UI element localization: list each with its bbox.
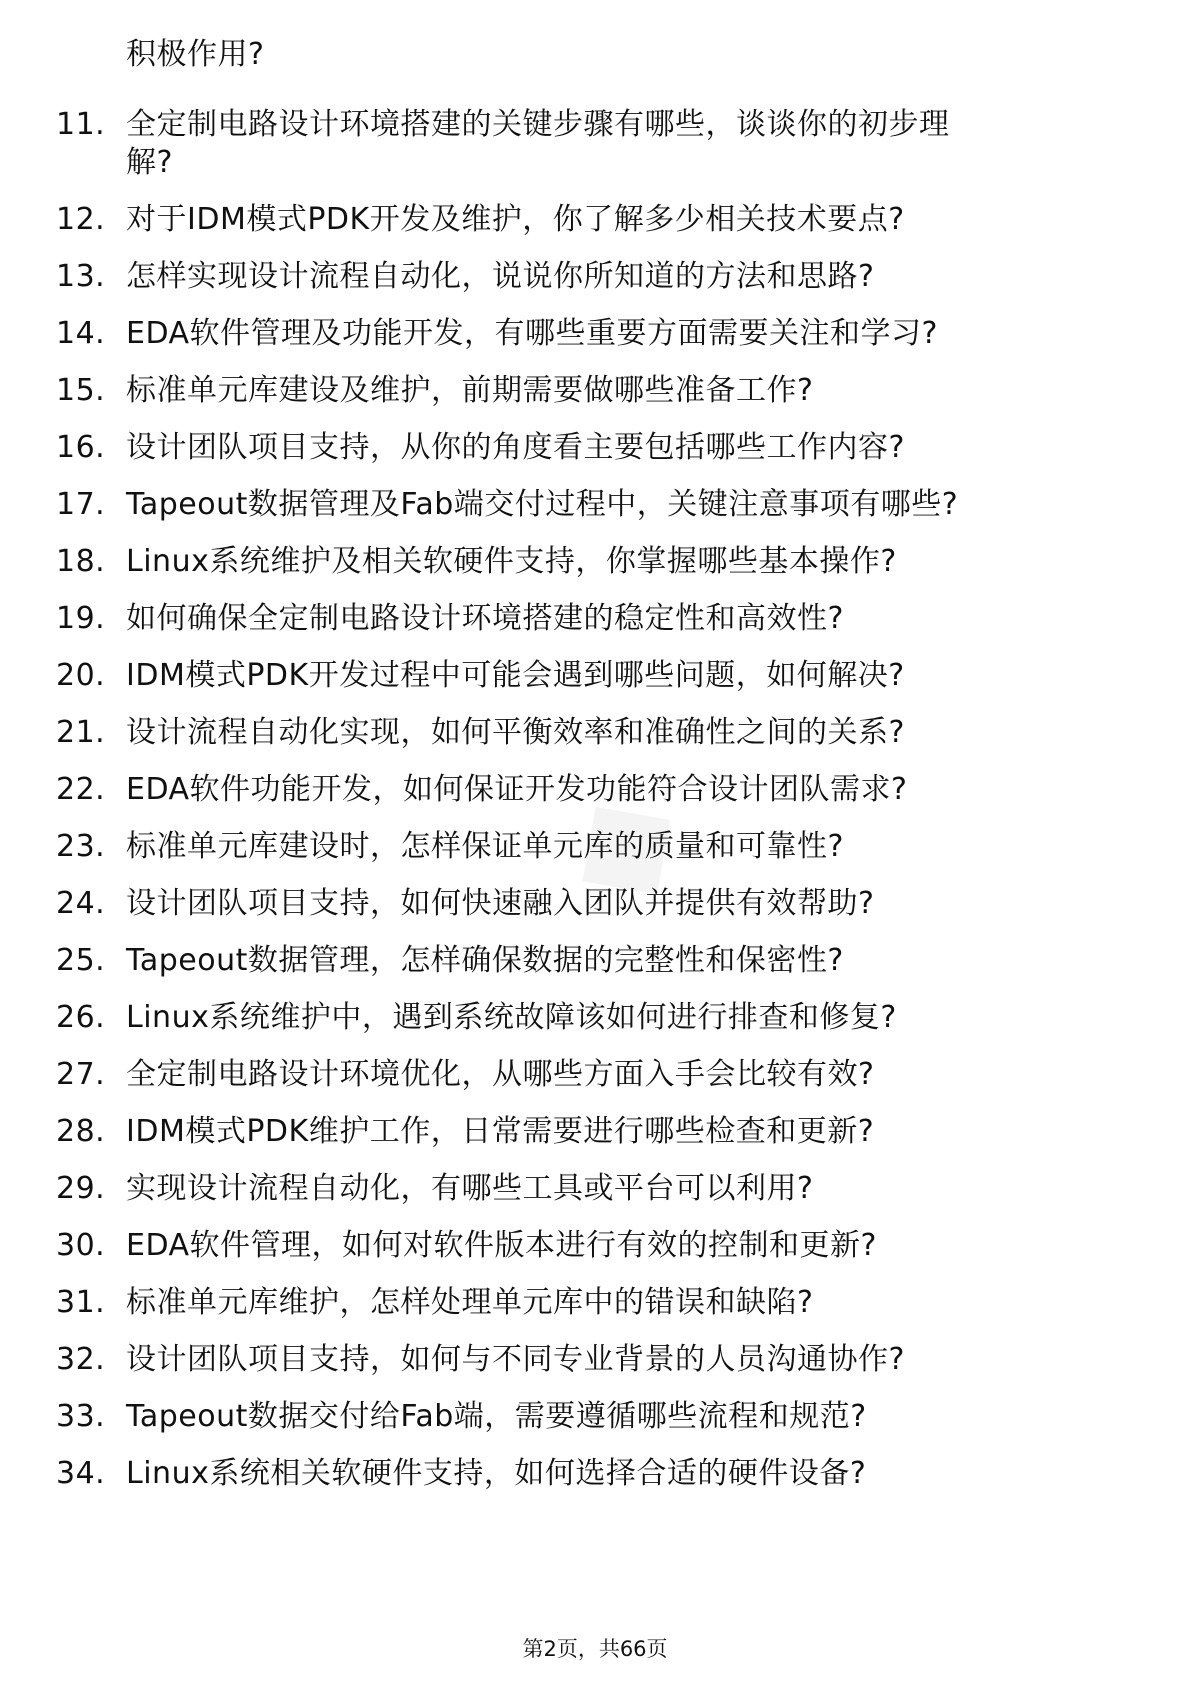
list-item-text: 标准单元库维护，怎样处理单元库中的错误和缺陷? — [126, 1285, 814, 1320]
list-item-number: 27. — [56, 1057, 106, 1092]
list-item-number: 13. — [56, 259, 106, 294]
list-item-number: 32. — [56, 1342, 106, 1377]
page-footer: 第2页，共66页 — [522, 1637, 668, 1661]
list-item-text: Tapeout数据管理及Fab端交付过程中，关键注意事项有哪些? — [126, 487, 959, 522]
list-item-number: 29. — [56, 1171, 106, 1206]
list-item-text: EDA软件功能开发，如何保证开发功能符合设计团队需求? — [126, 772, 908, 807]
list-item-text: 全定制电路设计环境搭建的关键步骤有哪些，谈谈你的初步理 — [126, 107, 950, 142]
list-item-number: 25. — [56, 943, 106, 978]
list-item-text: Tapeout数据管理，怎样确保数据的完整性和保密性? — [126, 943, 844, 978]
list-item-text: 设计团队项目支持，如何快速融入团队并提供有效帮助? — [126, 886, 875, 921]
list-item-text: EDA软件管理，如何对软件版本进行有效的控制和更新? — [126, 1228, 877, 1263]
list-item-number: 19. — [56, 601, 106, 636]
list-item-text: Tapeout数据交付给Fab端，需要遵循哪些流程和规范? — [126, 1399, 867, 1434]
list-item-number: 30. — [56, 1228, 106, 1263]
list-item-text: 标准单元库建设及维护，前期需要做哪些准备工作? — [126, 373, 814, 408]
list-item-text: Linux系统维护中，遇到系统故障该如何进行排查和修复? — [126, 1000, 897, 1035]
list-item-number: 33. — [56, 1399, 106, 1434]
list-item-number: 22. — [56, 772, 106, 807]
list-item-text: IDM模式PDK开发过程中可能会遇到哪些问题，如何解决? — [126, 658, 905, 693]
list-item-text: Linux系统相关软硬件支持，如何选择合适的硬件设备? — [126, 1456, 867, 1491]
list-item-text: 全定制电路设计环境优化，从哪些方面入手会比较有效? — [126, 1057, 875, 1092]
list-item-number: 28. — [56, 1114, 106, 1149]
list-item-text: 积极作用? — [126, 37, 265, 72]
list-item-number: 26. — [56, 1000, 106, 1035]
list-item-text: EDA软件管理及功能开发，有哪些重要方面需要关注和学习? — [126, 316, 938, 351]
list-item-text: IDM模式PDK维护工作，日常需要进行哪些检查和更新? — [126, 1114, 875, 1149]
list-item-text: 设计团队项目支持，如何与不同专业背景的人员沟通协作? — [126, 1342, 905, 1377]
list-item-number: 34. — [56, 1456, 106, 1491]
list-item-text: 实现设计流程自动化，有哪些工具或平台可以利用? — [126, 1171, 814, 1206]
list-item-number: 17. — [56, 487, 106, 522]
list-item-number: 16. — [56, 430, 106, 465]
list-item-number: 23. — [56, 829, 106, 864]
list-item-number: 20. — [56, 658, 106, 693]
list-item-text: 如何确保全定制电路设计环境搭建的稳定性和高效性? — [126, 601, 844, 636]
list-item-number: 12. — [56, 202, 106, 237]
list-item-text: 设计流程自动化实现，如何平衡效率和准确性之间的关系? — [126, 715, 905, 750]
list-item-text: 解? — [126, 145, 173, 180]
list-item-text: 标准单元库建设时，怎样保证单元库的质量和可靠性? — [126, 829, 844, 864]
list-item-number: 24. — [56, 886, 106, 921]
list-item-text: 设计团队项目支持，从你的角度看主要包括哪些工作内容? — [126, 430, 905, 465]
list-item-number: 21. — [56, 715, 106, 750]
list-item-text: 对于IDM模式PDK开发及维护，你了解多少相关技术要点? — [126, 202, 905, 237]
list-item-text: Linux系统维护及相关软硬件支持，你掌握哪些基本操作? — [126, 544, 897, 579]
list-item-text: 怎样实现设计流程自动化，说说你所知道的方法和思路? — [126, 259, 875, 294]
list-item-number: 14. — [56, 316, 106, 351]
list-item-number: 18. — [56, 544, 106, 579]
list-item-number: 11. — [56, 107, 106, 142]
list-item-number: 31. — [56, 1285, 106, 1320]
list-item-number: 15. — [56, 373, 106, 408]
